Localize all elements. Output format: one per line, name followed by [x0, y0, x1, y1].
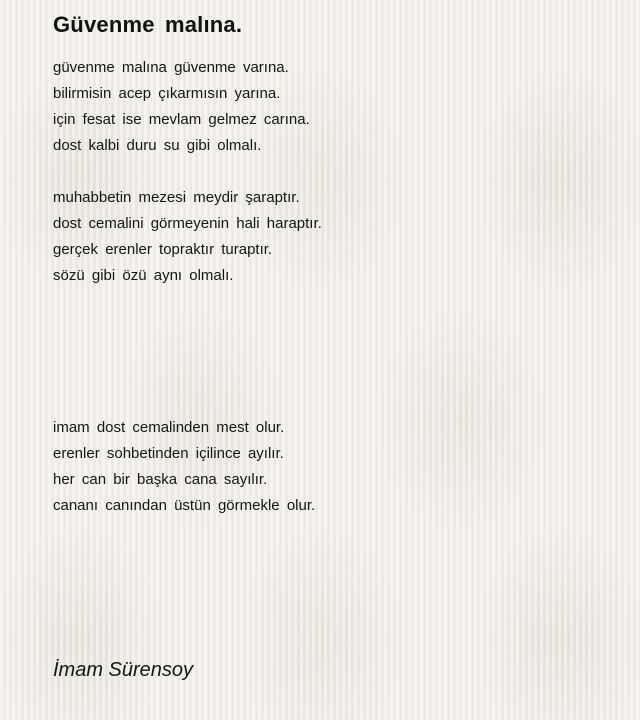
poem-line: gerçek erenler topraktır turaptır.	[53, 241, 273, 258]
poem-title: Güvenme malına.	[53, 12, 243, 37]
poem-line: bilirmisin acep çıkarmısın yarına.	[53, 85, 281, 102]
poem-line: cananı canından üstün görmekle olur.	[53, 497, 316, 514]
poem-line: dost cemalini görmeyenin hali haraptır.	[53, 215, 322, 232]
poem-author: İmam Sürensoy	[53, 659, 194, 681]
poem-line: için fesat ise mevlam gelmez carına.	[53, 111, 310, 128]
poem-line: her can bir başka cana sayılır.	[53, 471, 268, 488]
poem-line: dost kalbi duru su gibi olmalı.	[53, 137, 262, 154]
poem-line: muhabbetin mezesi meydir şaraptır.	[53, 189, 300, 206]
poem-line: erenler sohbetinden içilince ayılır.	[53, 445, 284, 462]
stanza-2	[53, 185, 322, 289]
poem-line: sözü gibi özü aynı olmalı.	[53, 267, 234, 284]
stanza-1	[53, 55, 310, 159]
poem-line: imam dost cemalinden mest olur.	[53, 419, 285, 436]
stanza-3	[53, 415, 315, 519]
poem-line: güvenme malına güvenme varına.	[53, 59, 289, 76]
